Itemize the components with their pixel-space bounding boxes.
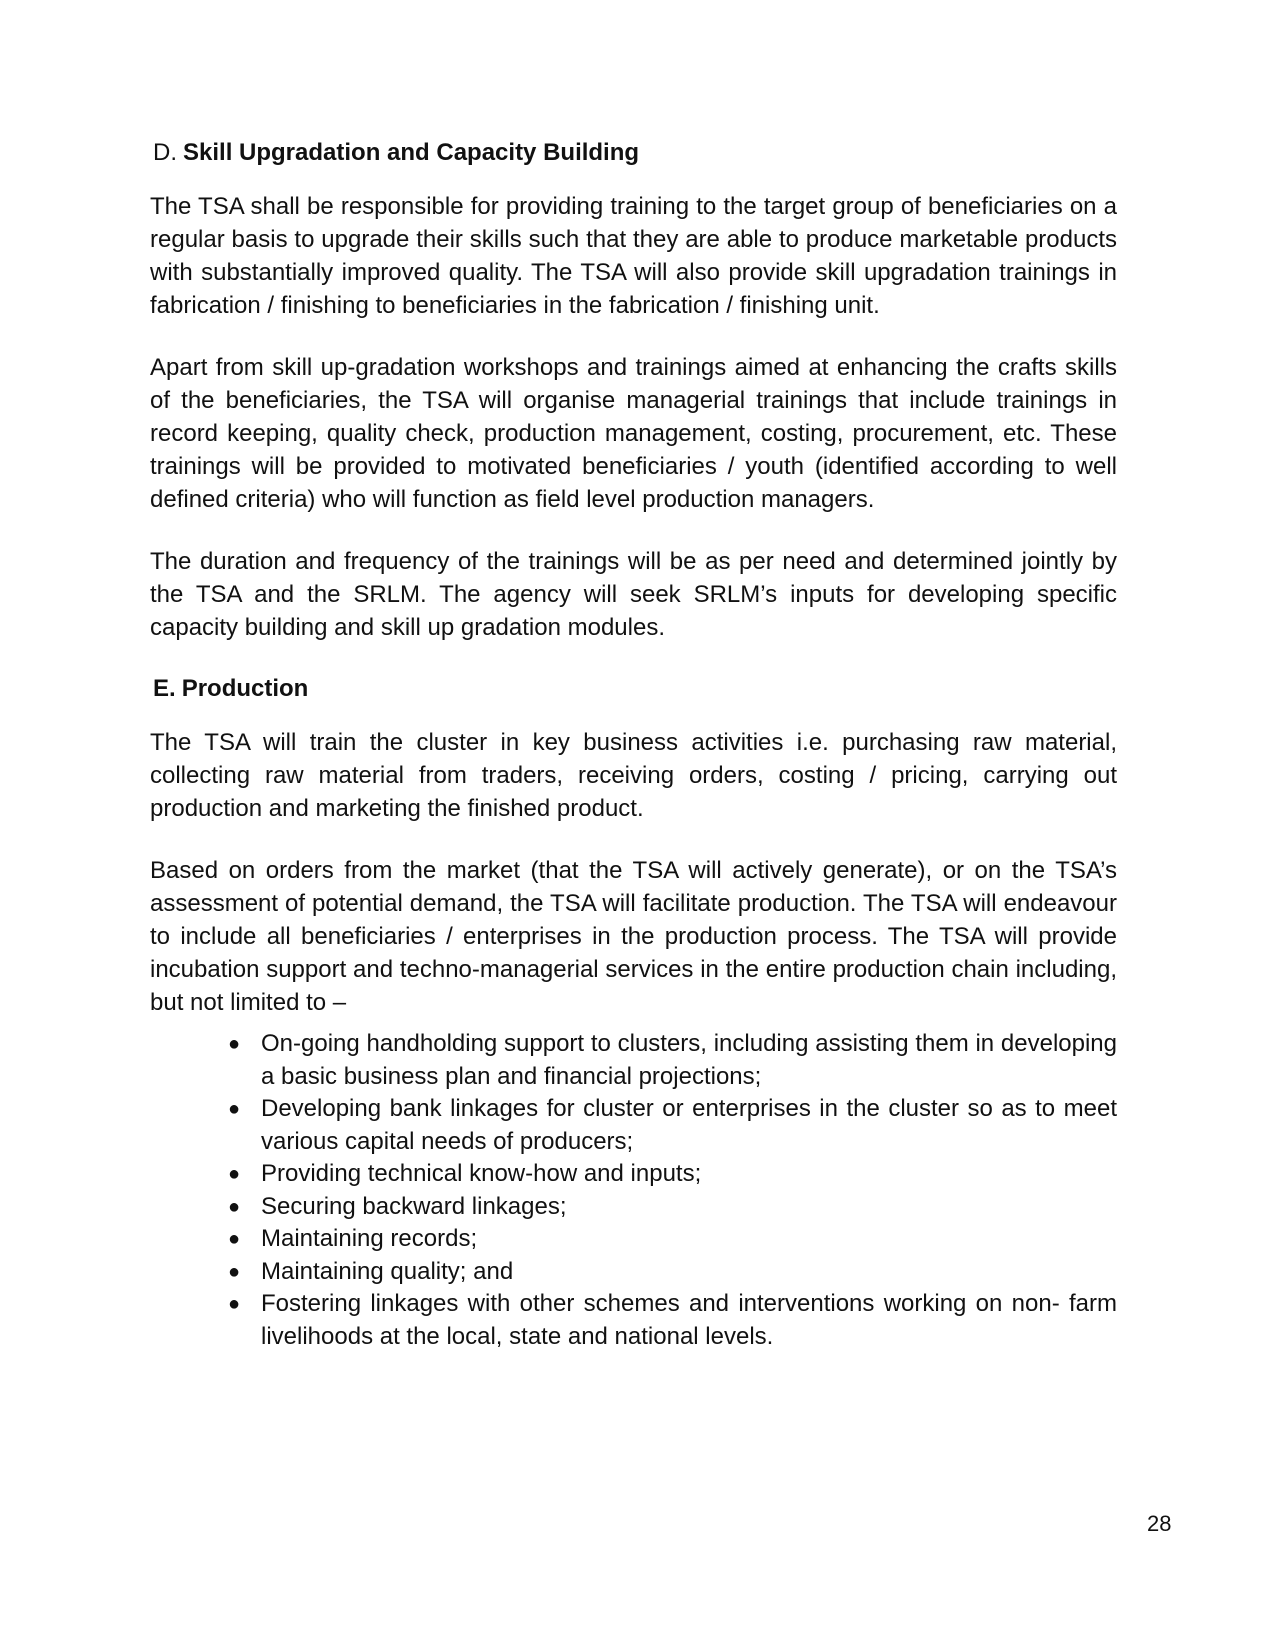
list-item [228, 1028, 1117, 1093]
section-e-title: Production [181, 675, 309, 702]
list-item-text: Securing backward linkages; [261, 1192, 567, 1220]
list-item-text: On-going handholding support to clusters, including assisting them in developing a basic business plan and financial projections; [261, 1030, 1117, 1090]
section-d-heading [150, 137, 1117, 169]
bullet-list [150, 1028, 1117, 1353]
list-item [228, 1256, 1117, 1289]
list-item-text: Fostering linkages with other schemes and interventions working on non- farm livelihoods at the local, state and national levels. [261, 1290, 1117, 1350]
list-item-text: Developing bank linkages for cluster or enterprises in the cluster so as to meet various capital needs of producers; [261, 1095, 1117, 1155]
section-e-heading [150, 673, 1117, 705]
bullet-icon: ● [228, 1195, 241, 1218]
list-item [228, 1288, 1117, 1353]
list-item [228, 1191, 1117, 1224]
section-e-letter: E. [153, 675, 176, 702]
paragraph: The TSA will train the cluster in key business activities i.e. purchasing raw material, collecting raw material from traders, receiving orders, costing / pricing, carrying out production and marketing the finished product. [150, 729, 1117, 822]
list-item [228, 1223, 1117, 1256]
paragraph: The TSA shall be responsible for providing training to the target group of beneficiaries on a regular basis to upgrade their skills such that they are able to produce marketable products with substantially improved quality. The TSA will also provide skill upgradation trainings in fabrication / finishing to beneficiaries in the fabrication / finishing unit. [150, 193, 1117, 319]
bullet-icon: ● [228, 1293, 241, 1315]
page-content [150, 137, 1117, 1353]
list-item [228, 1093, 1117, 1158]
bullet-icon: ● [228, 1163, 241, 1185]
section-d-letter: D. [153, 139, 177, 166]
paragraph: Apart from skill up-gradation workshops and trainings aimed at enhancing the crafts skills of the beneficiaries, the TSA will organise managerial trainings that include trainings in record keeping, quality check, production management, costing, procurement, etc. These trainings will be provided to motivated beneficiaries / youth (identified according to well defined criteria) who will function as field level production managers. [150, 354, 1117, 513]
bullet-icon: ● [228, 1260, 241, 1283]
section-d-title: Skill Upgradation and Capacity Building [183, 139, 640, 166]
list-item-text: Providing technical know-how and inputs; [261, 1160, 702, 1187]
list-item [228, 1158, 1117, 1191]
bullet-icon: ● [228, 1098, 241, 1120]
paragraph: The duration and frequency of the trainings will be as per need and determined jointly by the TSA and the SRLM. The agency will seek SRLM’s inputs for developing specific capacity building and skill up gradation modules. [150, 548, 1117, 641]
page-number: 28 [1147, 1511, 1172, 1536]
bullet-icon: ● [228, 1228, 241, 1250]
paragraph: Based on orders from the market (that the TSA will actively generate), or on the TSA’s assessment of potential demand, the TSA will facilitate production. The TSA will endeavour to include all beneficiaries / enterprises in the production process. The TSA will provide incubation support and techno-managerial services in the entire production chain including, but not limited to – [150, 857, 1117, 1016]
list-item-text: Maintaining quality; and [261, 1257, 514, 1285]
list-item-text: Maintaining records; [261, 1225, 478, 1252]
bullet-icon: ● [228, 1033, 241, 1055]
